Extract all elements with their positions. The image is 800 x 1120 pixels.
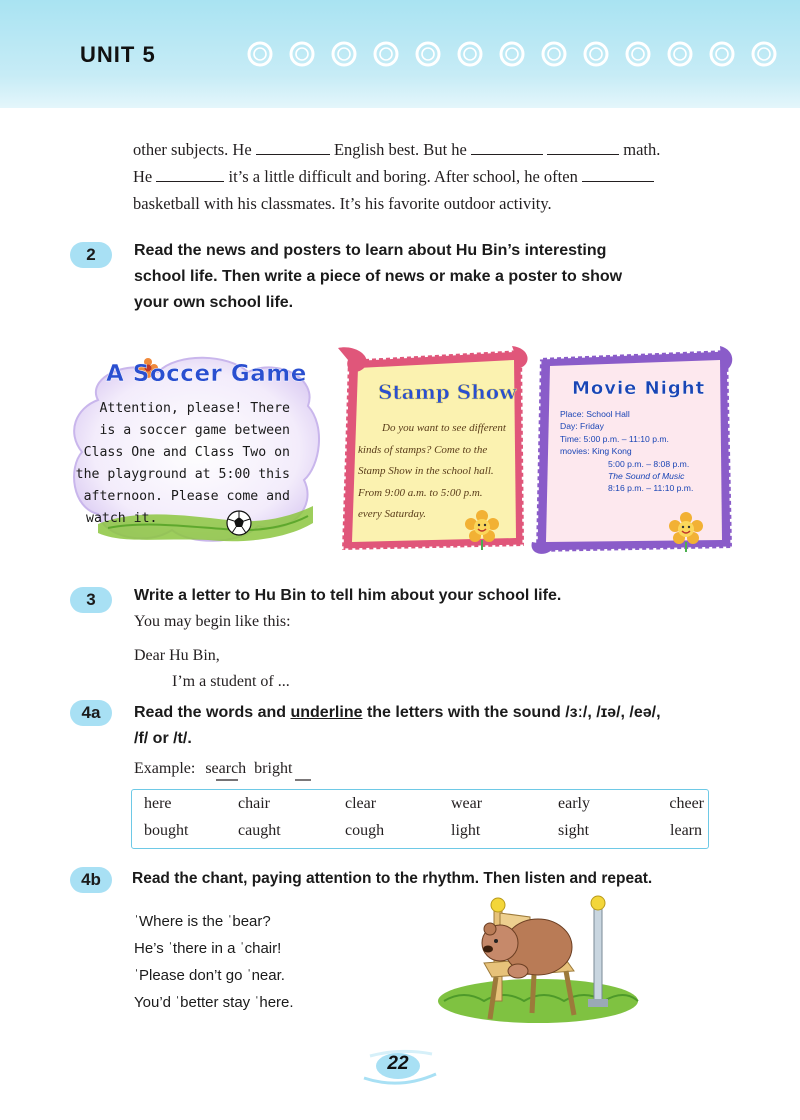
word-item[interactable]: here bbox=[144, 795, 172, 812]
page-number: 22 bbox=[387, 1053, 409, 1074]
chant-line: ˈWhere is the ˈbear? bbox=[134, 913, 271, 930]
chant-line: He’s ˈthere in a ˈchair! bbox=[134, 940, 282, 957]
instruction-text: Read the words and bbox=[134, 704, 287, 721]
poster-line: kinds of stamps? Come to the bbox=[358, 443, 488, 456]
stamp-show-poster bbox=[334, 346, 532, 556]
section-3-instruction: Write a letter to Hu Bin to tell him about your school life. bbox=[134, 587, 562, 604]
poster-line: watch it. bbox=[86, 511, 158, 526]
section-3-badge: 3 bbox=[70, 587, 112, 613]
exercise1-line2 bbox=[133, 163, 723, 190]
instruction-text: the letters with the sound /ɜː/, /ɪə/, /eə/, bbox=[366, 704, 661, 721]
instruction-line: Read the news and posters to learn about Hu Bin’s interesting bbox=[134, 242, 607, 259]
word-item[interactable]: cough bbox=[345, 822, 385, 839]
chant-text bbox=[134, 908, 294, 1016]
poster-line: Place: School Hall bbox=[560, 409, 630, 419]
poster-line: From 9:00 a.m. to 5:00 p.m. bbox=[358, 486, 483, 499]
bear-in-chair-illustration bbox=[434, 893, 644, 1033]
smiling-flower-icon bbox=[464, 510, 500, 550]
poster-line: Stamp Show in the school hall. bbox=[358, 465, 494, 477]
exercise1-text bbox=[133, 136, 723, 217]
poster-line: every Saturday. bbox=[358, 508, 427, 520]
section-3-hint: You may begin like this: bbox=[134, 613, 291, 630]
section-4a-instruction bbox=[134, 700, 734, 752]
section-2-badge: 2 bbox=[70, 242, 112, 268]
unit-title: UNIT 5 bbox=[80, 42, 156, 67]
example-word: search bbox=[205, 760, 247, 777]
fill-blank[interactable] bbox=[256, 140, 330, 155]
fill-blank[interactable] bbox=[547, 140, 619, 155]
movie-poster-body bbox=[560, 408, 720, 495]
poster-line: movies: King Kong bbox=[560, 446, 632, 457]
text-segment: other subjects. He bbox=[133, 140, 252, 159]
letter-salutation: Dear Hu Bin, bbox=[134, 647, 220, 664]
section-2-instruction bbox=[134, 238, 734, 316]
text-segment: math. bbox=[623, 140, 661, 159]
text-segment: He bbox=[133, 167, 153, 186]
section-4b-instruction: Read the chant, paying attention to the rhythm. Then listen and repeat. bbox=[132, 870, 653, 887]
instruction-line bbox=[134, 700, 734, 726]
poster-line: is a soccer game between bbox=[99, 423, 290, 438]
word-item[interactable]: caught bbox=[238, 822, 281, 839]
section-4b-badge: 4b bbox=[70, 867, 112, 893]
soccer-poster-title: A Soccer Game bbox=[106, 361, 307, 387]
word-item[interactable]: wear bbox=[451, 795, 483, 812]
soccer-ball-icon bbox=[226, 510, 252, 536]
section-4a-badge: 4a bbox=[70, 700, 112, 726]
fill-blank[interactable] bbox=[471, 140, 543, 155]
instruction-line: school life. Then write a piece of news or make a poster to show bbox=[134, 268, 623, 285]
underlined-word: underline bbox=[290, 704, 363, 721]
poster-line: 8:16 p.m. – 11:10 p.m. bbox=[608, 483, 694, 494]
text-segment: it’s a little difficult and boring. After school, he often bbox=[228, 167, 578, 186]
chant-line: You’d ˈbetter stay ˈhere. bbox=[134, 994, 294, 1011]
instruction-line: your own school life. bbox=[134, 294, 294, 311]
example-label: Example: bbox=[134, 760, 196, 777]
word-item[interactable]: early bbox=[558, 795, 590, 812]
header-rings bbox=[240, 34, 800, 74]
word-item[interactable]: learn bbox=[670, 822, 702, 839]
text-segment: English best. But he bbox=[333, 140, 467, 159]
page-header bbox=[0, 0, 800, 108]
exercise1-line3: basketball with his classmates. It’s his favorite outdoor activity. bbox=[133, 194, 552, 213]
word-item[interactable]: sight bbox=[558, 822, 590, 839]
fill-blank[interactable] bbox=[156, 167, 224, 182]
poster-line: the playground at 5:00 this bbox=[75, 467, 290, 482]
example-word: bright bbox=[254, 760, 293, 777]
poster-line: 5:00 p.m. – 8:08 p.m. bbox=[608, 458, 690, 469]
word-item[interactable]: cheer bbox=[669, 795, 704, 812]
chant-line: ˈPlease don’t go ˈnear. bbox=[134, 967, 285, 984]
word-item[interactable]: bought bbox=[144, 822, 189, 839]
poster-line: The Sound of Music bbox=[608, 471, 685, 482]
fill-blank[interactable] bbox=[582, 167, 654, 182]
soccer-poster-body bbox=[74, 398, 300, 530]
movie-night-poster bbox=[530, 346, 736, 556]
word-item[interactable]: light bbox=[451, 822, 481, 839]
example-underlines bbox=[214, 774, 314, 786]
poster-line: afternoon. Please come and bbox=[83, 489, 290, 504]
word-box bbox=[131, 789, 709, 849]
poster-line: Time: 5:00 p.m. – 11:10 p.m. bbox=[560, 433, 669, 444]
letter-opening: I’m a student of ... bbox=[172, 673, 290, 690]
soccer-game-poster bbox=[68, 348, 324, 548]
poster-line: Class One and Class Two on bbox=[83, 445, 290, 460]
poster-line: Day: Friday bbox=[560, 421, 604, 432]
smiling-flower-icon bbox=[668, 512, 704, 552]
movie-poster-title: Movie Night bbox=[572, 378, 706, 399]
exercise1-line1 bbox=[133, 136, 723, 163]
stamp-poster-title: Stamp Show bbox=[378, 380, 517, 404]
poster-line: Do you want to see different bbox=[382, 422, 506, 434]
word-item[interactable]: clear bbox=[345, 795, 377, 812]
instruction-line: /f/ or /t/. bbox=[134, 730, 192, 747]
word-item[interactable]: chair bbox=[238, 795, 270, 812]
poster-line: Attention, please! There bbox=[99, 401, 290, 416]
